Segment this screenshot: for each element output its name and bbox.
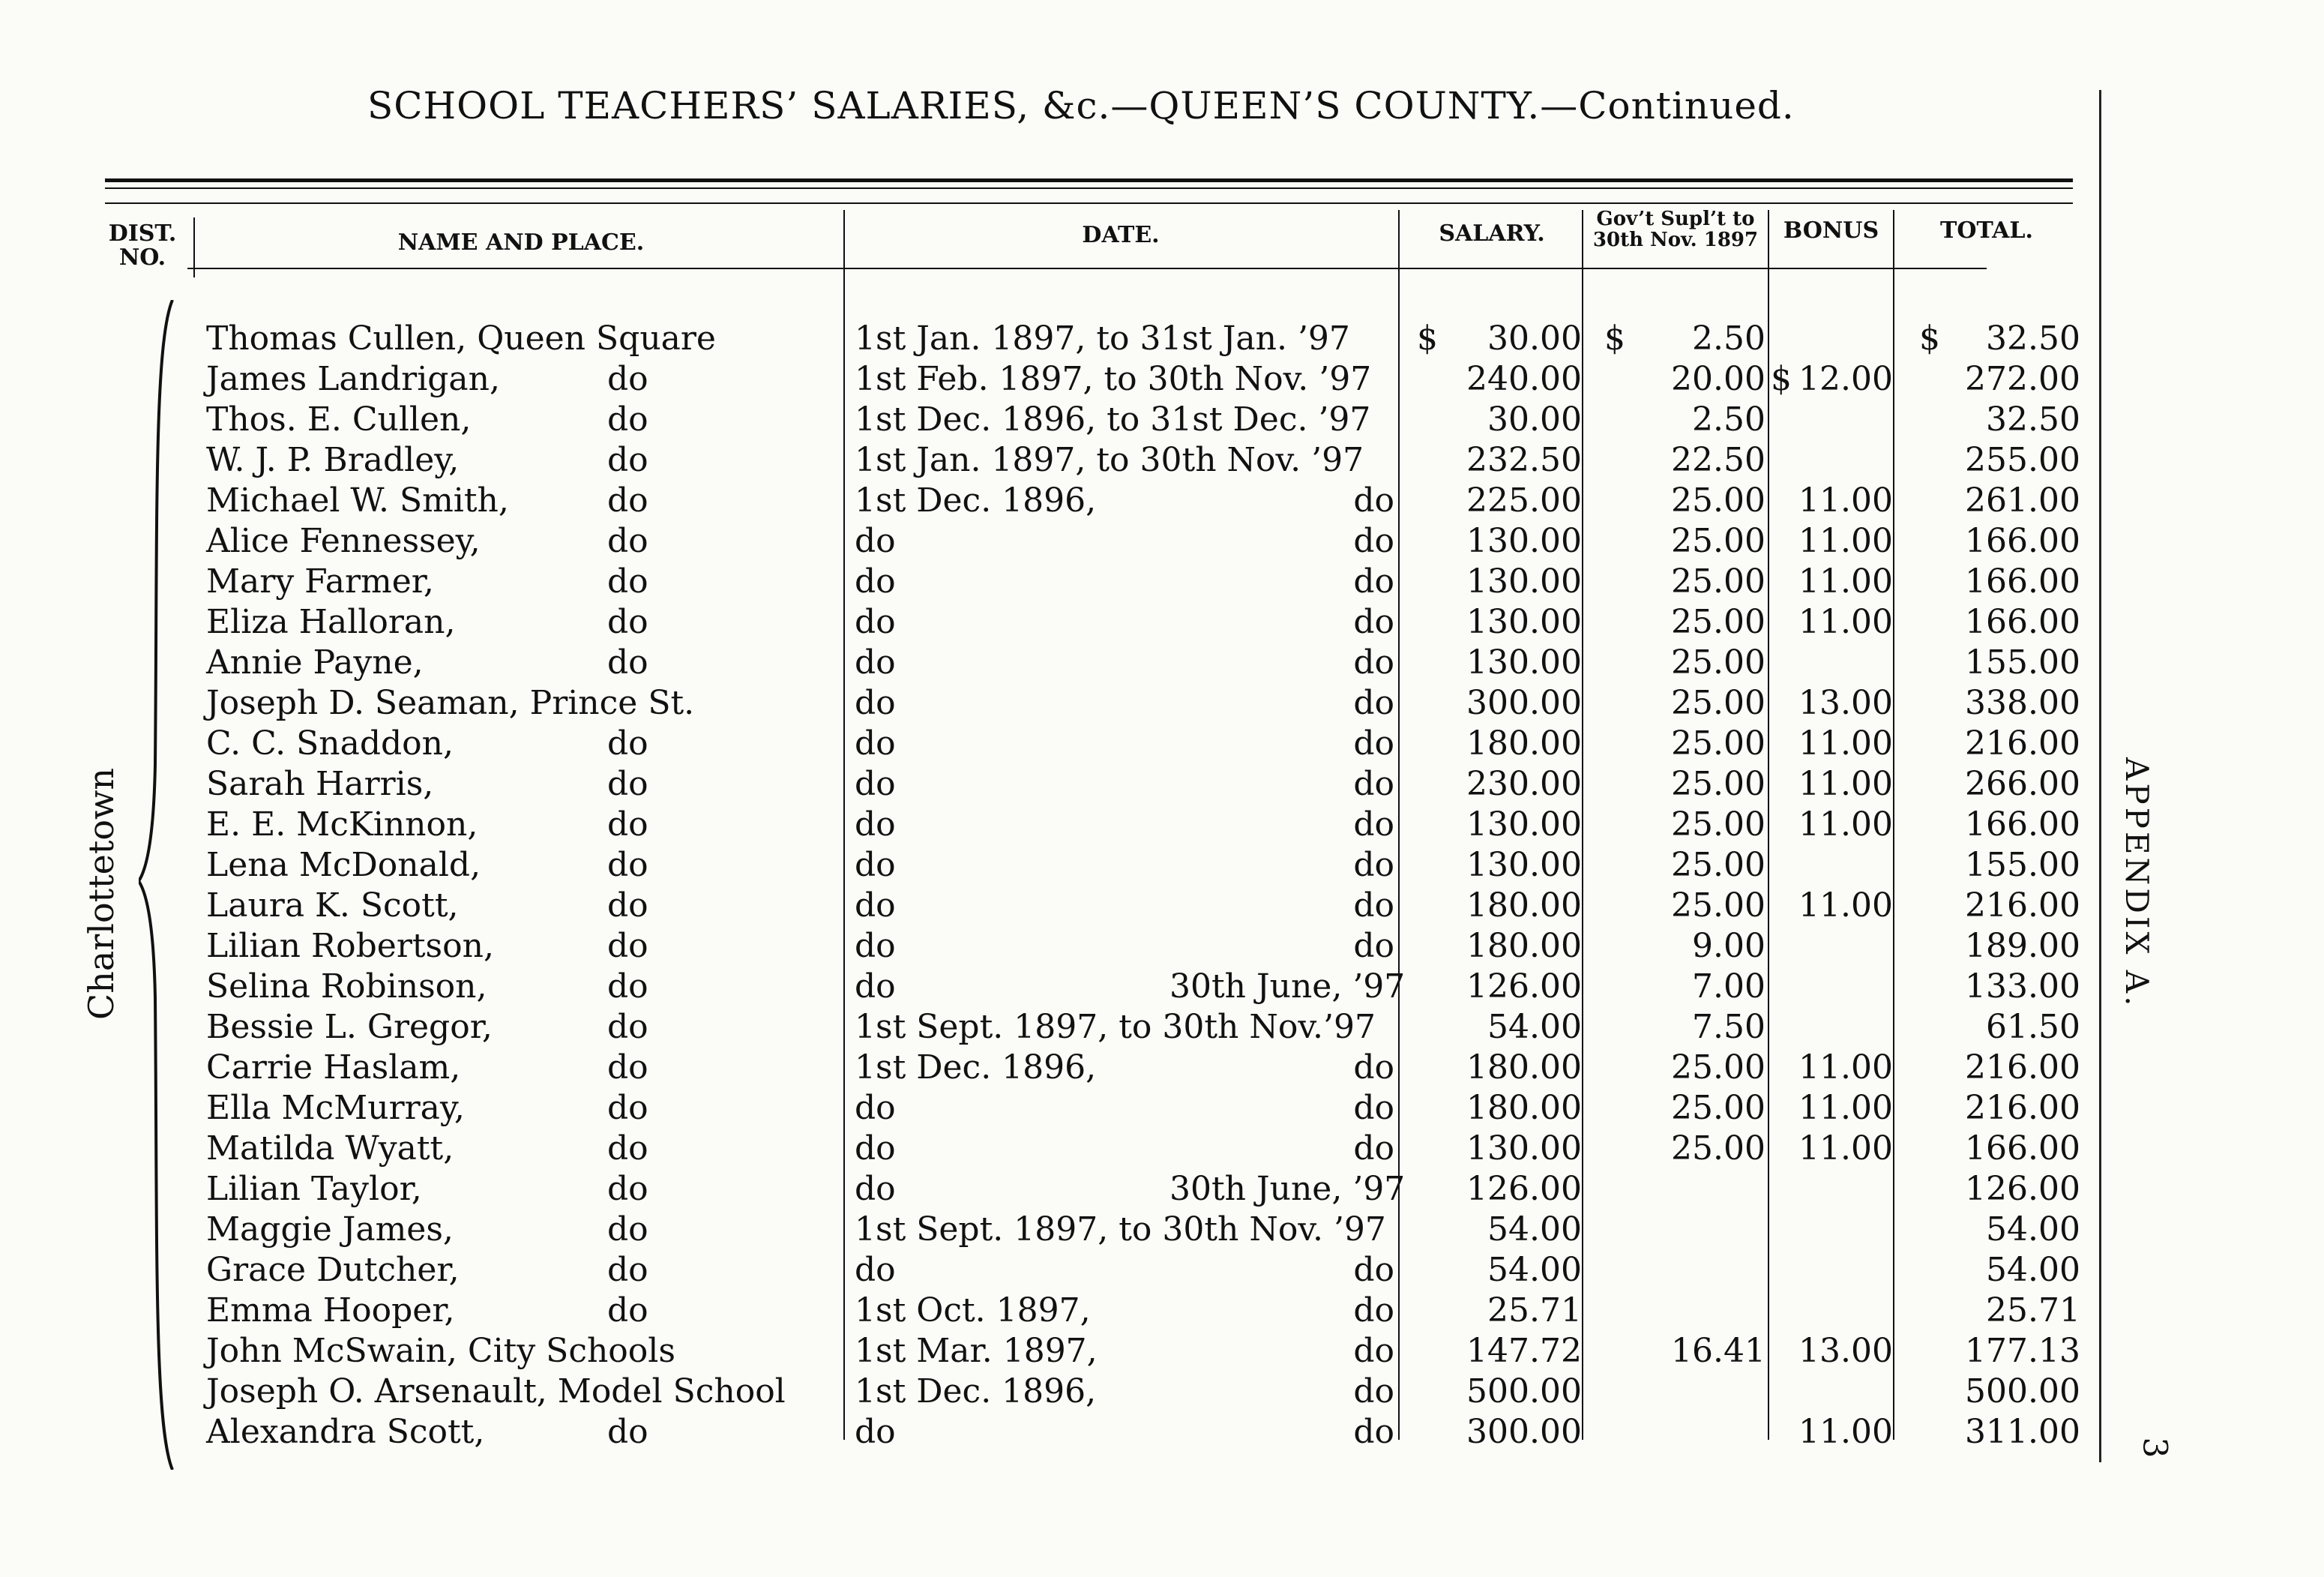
teacher-name: Michael W. Smith, [206, 481, 509, 520]
govt-suppl-value: 25.00 [1671, 846, 1765, 884]
salary-value: 230.00 [1466, 765, 1582, 803]
bonus-value [1777, 967, 1893, 1007]
teacher-place: do [607, 805, 648, 844]
teacher-name: Maggie James, [206, 1210, 454, 1249]
page-title: SCHOOL TEACHERS’ SALARIES, &c.—QUEEN’S COUNTY.—Continued. [367, 84, 1795, 127]
govt-suppl-value [1604, 1291, 1765, 1331]
table-row [0, 521, 2324, 562]
salary-value: 130.00 [1466, 643, 1582, 682]
govt-suppl-value: 25.00 [1671, 805, 1765, 844]
total-value: 155.00 [1965, 846, 2080, 884]
teacher-name: Alice Fennessey, [206, 522, 481, 560]
table-row [0, 562, 2324, 602]
bonus-value: 11.00 [1798, 522, 1893, 560]
teacher-name: Thos. E. Cullen, [206, 400, 472, 439]
date-to: do [1353, 643, 1394, 682]
govt-suppl-value: 25.00 [1671, 603, 1765, 641]
date-from: do [855, 1413, 896, 1451]
date-from: do [855, 603, 896, 641]
total-value: 25.71 [1986, 1291, 2080, 1330]
total-value: 216.00 [1965, 1048, 2080, 1087]
teacher-name: Mary Farmer, [206, 562, 434, 601]
teacher-name: Bessie L. Gregor, [206, 1008, 493, 1046]
date-to [1169, 1210, 1394, 1250]
total-value: 189.00 [1965, 927, 2080, 965]
date-from: 1st Jan. 1897, to 31st Jan. ’97 [855, 319, 1350, 358]
date-to: do [1353, 1372, 1394, 1411]
total-value: 133.00 [1965, 967, 2080, 1006]
teacher-place: do [607, 1210, 648, 1249]
govt-suppl-value: 25.00 [1671, 1048, 1765, 1087]
total-value: 216.00 [1965, 724, 2080, 763]
table-row [0, 724, 2324, 764]
salary-value: 126.00 [1466, 967, 1582, 1006]
table-row [0, 1048, 2324, 1088]
page-number: 3 [2135, 1437, 2174, 1459]
govt-suppl-value: 25.00 [1671, 643, 1765, 682]
teacher-name: James Landrigan, [206, 360, 500, 398]
salary-value: 130.00 [1466, 603, 1582, 641]
bonus-value: 11.00 [1798, 481, 1893, 520]
total-value: 32.50 [1986, 319, 2080, 358]
table-row [0, 1210, 2324, 1250]
bonus-value: 11.00 [1798, 1413, 1893, 1451]
salary-value: 30.00 [1487, 319, 1582, 358]
date-from: 1st Sept. 1897, to 30th Nov. ’97 [855, 1210, 1386, 1249]
govt-suppl-value: 25.00 [1671, 522, 1765, 560]
date-to [1169, 319, 1394, 359]
teacher-name: Grace Dutcher, [206, 1251, 460, 1289]
govt-suppl-value: 25.00 [1671, 724, 1765, 763]
date-to: do [1353, 684, 1394, 722]
salary-value: 500.00 [1466, 1372, 1582, 1411]
appendix-label: APPENDIX A. [2119, 757, 2155, 1009]
date-to: do [1353, 1291, 1394, 1330]
total-value: 311.00 [1965, 1413, 2080, 1451]
salary-value: 54.00 [1487, 1210, 1582, 1249]
teacher-place: do [607, 886, 648, 925]
total-value: 166.00 [1965, 562, 2080, 601]
table-row [0, 1331, 2324, 1372]
date-from: do [855, 886, 896, 925]
date-from: do [855, 724, 896, 763]
total-value: 166.00 [1965, 522, 2080, 560]
date-from: do [855, 927, 896, 965]
date-to: do [1353, 927, 1394, 965]
bonus-value [1777, 1372, 1893, 1412]
date-from: 1st Feb. 1897, to 30th Nov. ’97 [855, 360, 1372, 398]
teacher-place: do [607, 400, 648, 439]
bonus-value [1777, 1169, 1893, 1210]
date-to: 30th June, ’97 [1169, 967, 1406, 1006]
date-from: do [855, 522, 896, 560]
teacher-place: do [607, 643, 648, 682]
bonus-value: 11.00 [1798, 765, 1893, 803]
total-value: 155.00 [1965, 643, 2080, 682]
table-row [0, 1250, 2324, 1291]
salary-value: 126.00 [1466, 1170, 1582, 1208]
header-name-place: NAME AND PLACE. [397, 229, 645, 256]
govt-suppl-value [1604, 1210, 1765, 1250]
table-row [0, 319, 2324, 359]
total-value: 338.00 [1965, 684, 2080, 722]
date-to: do [1353, 724, 1394, 763]
govt-suppl-value: 2.50 [1692, 319, 1765, 358]
district-label: Charlottetown [81, 767, 121, 1020]
bonus-value: 13.00 [1798, 684, 1893, 722]
header-salary: SALARY. [1439, 220, 1545, 247]
table-row [0, 1372, 2324, 1412]
date-from: do [855, 765, 896, 803]
date-to: do [1353, 603, 1394, 641]
teacher-place: do [607, 441, 648, 479]
bonus-value: 11.00 [1798, 1129, 1893, 1168]
govt-suppl-value [1604, 1372, 1765, 1412]
bonus-value [1777, 643, 1893, 683]
table-row [0, 1088, 2324, 1129]
table-row [0, 845, 2324, 886]
bonus-value [1777, 926, 1893, 967]
total-value: 32.50 [1986, 400, 2080, 439]
date-from: do [855, 1251, 896, 1289]
date-to: do [1353, 846, 1394, 884]
date-to: do [1353, 522, 1394, 560]
bonus-value [1777, 1210, 1893, 1250]
date-to: do [1353, 1129, 1394, 1168]
salary-value: 54.00 [1487, 1008, 1582, 1046]
bonus-value [1777, 845, 1893, 886]
salary-value: 54.00 [1487, 1251, 1582, 1289]
date-from: 1st Oct. 1897, [855, 1291, 1091, 1330]
header-date: DATE. [1082, 222, 1160, 248]
bonus-dollar-sign: $ [1771, 360, 1792, 398]
table-row [0, 359, 2324, 400]
teacher-name: E. E. McKinnon, [206, 805, 478, 844]
govt-suppl-value: 25.00 [1671, 684, 1765, 722]
header-govt-suppl [1582, 208, 1769, 250]
table-row [0, 1129, 2324, 1169]
govt-suppl-value: 25.00 [1671, 562, 1765, 601]
date-to: do [1353, 765, 1394, 803]
table-row [0, 764, 2324, 805]
salary-value: 25.71 [1487, 1291, 1582, 1330]
header-govt-suppl-line2: 30th Nov. 1897 [1592, 229, 1759, 251]
govt-dollar-sign: $ [1604, 319, 1625, 358]
teacher-place: do [607, 1251, 648, 1289]
date-from: 1st Dec. 1896, to 31st Dec. ’97 [855, 400, 1371, 439]
govt-suppl-value: 16.41 [1671, 1332, 1765, 1370]
govt-suppl-value: 9.00 [1692, 927, 1765, 965]
table-row [0, 805, 2324, 845]
date-from: do [855, 643, 896, 682]
teacher-name: Matilda Wyatt, [206, 1129, 454, 1168]
teacher-name: Eliza Halloran, [206, 603, 456, 641]
teacher-name: Ella McMurray, [206, 1089, 465, 1127]
total-value: 166.00 [1965, 603, 2080, 641]
govt-suppl-value: 25.00 [1671, 481, 1765, 520]
teacher-place: do [607, 1413, 648, 1451]
govt-suppl-value: 7.50 [1692, 1008, 1765, 1046]
bonus-value: 11.00 [1798, 603, 1893, 641]
salary-value: 180.00 [1466, 886, 1582, 925]
bonus-value [1777, 1250, 1893, 1291]
total-value: 216.00 [1965, 1089, 2080, 1127]
bonus-value: 11.00 [1798, 886, 1893, 925]
table-row [0, 886, 2324, 926]
total-value: 166.00 [1965, 1129, 2080, 1168]
table-row [0, 967, 2324, 1007]
teacher-place: do [607, 1048, 648, 1087]
teacher-name: Laura K. Scott, [206, 886, 459, 925]
table-row [0, 400, 2324, 440]
date-to: do [1353, 481, 1394, 520]
total-value: 166.00 [1965, 805, 2080, 844]
teacher-name: W. J. P. Bradley, [206, 441, 460, 479]
date-from: 1st Mar. 1897, [855, 1332, 1098, 1370]
govt-suppl-value: 25.00 [1671, 765, 1765, 803]
teacher-name: Joseph D. Seaman, Prince St. [206, 684, 695, 722]
table-row [0, 683, 2324, 724]
table-row [0, 643, 2324, 683]
teacher-place: do [607, 481, 648, 520]
header-dist-no: DIST. NO. [108, 220, 177, 271]
teacher-name: John McSwain, City Schools [206, 1332, 675, 1370]
date-to: do [1353, 886, 1394, 925]
teacher-name: Annie Payne, [206, 643, 424, 682]
salary-value: 232.50 [1466, 441, 1582, 479]
teacher-place: do [607, 1008, 648, 1046]
bonus-value [1777, 400, 1893, 440]
date-to [1169, 400, 1394, 440]
total-value: 61.50 [1986, 1008, 2080, 1046]
date-to: do [1353, 1048, 1394, 1087]
date-from: 1st Sept. 1897, to 30th Nov.’97 [855, 1008, 1376, 1046]
date-to [1169, 1007, 1394, 1048]
table-row [0, 481, 2324, 521]
date-from: do [855, 562, 896, 601]
bonus-value: 11.00 [1798, 562, 1893, 601]
total-value: 54.00 [1986, 1210, 2080, 1249]
bonus-value: 11.00 [1798, 805, 1893, 844]
salary-value: 30.00 [1487, 400, 1582, 439]
salary-value: 240.00 [1466, 360, 1582, 398]
total-value: 266.00 [1965, 765, 2080, 803]
header-bonus: BONUS [1783, 217, 1879, 244]
date-to: 30th June, ’97 [1169, 1170, 1406, 1208]
date-from: 1st Dec. 1896, [855, 1048, 1097, 1087]
teacher-name: Lilian Taylor, [206, 1170, 422, 1208]
teacher-name: Alexandra Scott, [206, 1413, 485, 1451]
total-dollar-sign: $ [1919, 319, 1940, 358]
total-value: 177.13 [1965, 1332, 2080, 1370]
teacher-name: Joseph O. Arsenault, Model School [206, 1372, 786, 1411]
date-from: do [855, 684, 896, 722]
teacher-place: do [607, 927, 648, 965]
govt-suppl-value: 25.00 [1671, 1129, 1765, 1168]
total-value: 261.00 [1965, 481, 2080, 520]
govt-suppl-value: 25.00 [1671, 886, 1765, 925]
date-from: do [855, 967, 896, 1006]
salary-value: 130.00 [1466, 1129, 1582, 1168]
govt-suppl-value: 2.50 [1692, 400, 1765, 439]
govt-suppl-value: 20.00 [1671, 360, 1765, 398]
bonus-value: 11.00 [1798, 1048, 1893, 1087]
bonus-value [1777, 1007, 1893, 1048]
teacher-name: Selina Robinson, [206, 967, 487, 1006]
salary-value: 180.00 [1466, 724, 1582, 763]
salary-value: 130.00 [1466, 562, 1582, 601]
teacher-name: Emma Hooper, [206, 1291, 455, 1330]
date-to [1169, 359, 1394, 400]
table-row [0, 602, 2324, 643]
date-to [1169, 440, 1394, 481]
date-to: do [1353, 1251, 1394, 1289]
total-value: 272.00 [1965, 360, 2080, 398]
header-rule-bottom [187, 268, 1987, 269]
total-value: 126.00 [1965, 1170, 2080, 1208]
teacher-name: C. C. Snaddon, [206, 724, 454, 763]
teacher-name: Thomas Cullen, Queen Square [206, 319, 716, 358]
table-row [0, 440, 2324, 481]
teacher-place: do [607, 1170, 648, 1208]
salary-value: 300.00 [1466, 1413, 1582, 1451]
teacher-place: do [607, 765, 648, 803]
teacher-place: do [607, 603, 648, 641]
salary-value: 130.00 [1466, 846, 1582, 884]
table-row [0, 1291, 2324, 1331]
bonus-value [1777, 1291, 1893, 1331]
date-from: do [855, 1089, 896, 1127]
salary-value: 130.00 [1466, 522, 1582, 560]
date-from: 1st Jan. 1897, to 30th Nov. ’97 [855, 441, 1364, 479]
salary-dollar-sign: $ [1417, 319, 1438, 358]
date-from: 1st Dec. 1896, [855, 1372, 1097, 1411]
bonus-value [1777, 440, 1893, 481]
teacher-place: do [607, 1129, 648, 1168]
date-to: do [1353, 562, 1394, 601]
col-sep-dist [193, 217, 195, 277]
date-to: do [1353, 1413, 1394, 1451]
date-from: do [855, 1129, 896, 1168]
bonus-value [1777, 319, 1893, 359]
table-row [0, 926, 2324, 967]
salary-value: 180.00 [1466, 927, 1582, 965]
date-to: do [1353, 1089, 1394, 1127]
header-govt-suppl-line1: Gov’t Supl’t to [1596, 208, 1755, 230]
govt-suppl-value [1604, 1169, 1765, 1210]
salary-value: 180.00 [1466, 1089, 1582, 1127]
header-rule-top [105, 178, 2073, 182]
teacher-name: Carrie Haslam, [206, 1048, 461, 1087]
teacher-place: do [607, 724, 648, 763]
govt-suppl-value [1604, 1250, 1765, 1291]
date-from: do [855, 846, 896, 884]
table-row [0, 1412, 2324, 1453]
govt-suppl-value [1604, 1412, 1765, 1453]
table-row [0, 1169, 2324, 1210]
teacher-place: do [607, 1291, 648, 1330]
salary-value: 147.72 [1466, 1332, 1582, 1370]
bonus-value: 11.00 [1798, 1089, 1893, 1127]
teacher-name: Lilian Robertson, [206, 927, 494, 965]
govt-suppl-value: 25.00 [1671, 1089, 1765, 1127]
date-to: do [1353, 805, 1394, 844]
date-from: do [855, 805, 896, 844]
table-row [0, 1007, 2324, 1048]
bonus-value: 12.00 [1798, 360, 1893, 398]
date-from: do [855, 1170, 896, 1208]
teacher-place: do [607, 967, 648, 1006]
salary-value: 225.00 [1466, 481, 1582, 520]
total-value: 500.00 [1965, 1372, 2080, 1411]
total-value: 255.00 [1965, 441, 2080, 479]
teacher-place: do [607, 1089, 648, 1127]
bonus-value: 11.00 [1798, 724, 1893, 763]
date-from: 1st Dec. 1896, [855, 481, 1097, 520]
govt-suppl-value: 22.50 [1671, 441, 1765, 479]
header-total: TOTAL. [1940, 217, 2033, 244]
header-rule-second [105, 187, 2073, 189]
teacher-place: do [607, 562, 648, 601]
govt-suppl-value: 7.00 [1692, 967, 1765, 1006]
teacher-name: Sarah Harris, [206, 765, 434, 803]
bonus-value: 13.00 [1798, 1332, 1893, 1370]
total-value: 216.00 [1965, 886, 2080, 925]
teacher-place: do [607, 846, 648, 884]
salary-value: 300.00 [1466, 684, 1582, 722]
teacher-name: Lena McDonald, [206, 846, 481, 884]
salary-value: 180.00 [1466, 1048, 1582, 1087]
salary-value: 130.00 [1466, 805, 1582, 844]
header-rule-third [105, 202, 2073, 204]
teacher-place: do [607, 360, 648, 398]
date-to: do [1353, 1332, 1394, 1370]
total-value: 54.00 [1986, 1251, 2080, 1289]
teacher-place: do [607, 522, 648, 560]
